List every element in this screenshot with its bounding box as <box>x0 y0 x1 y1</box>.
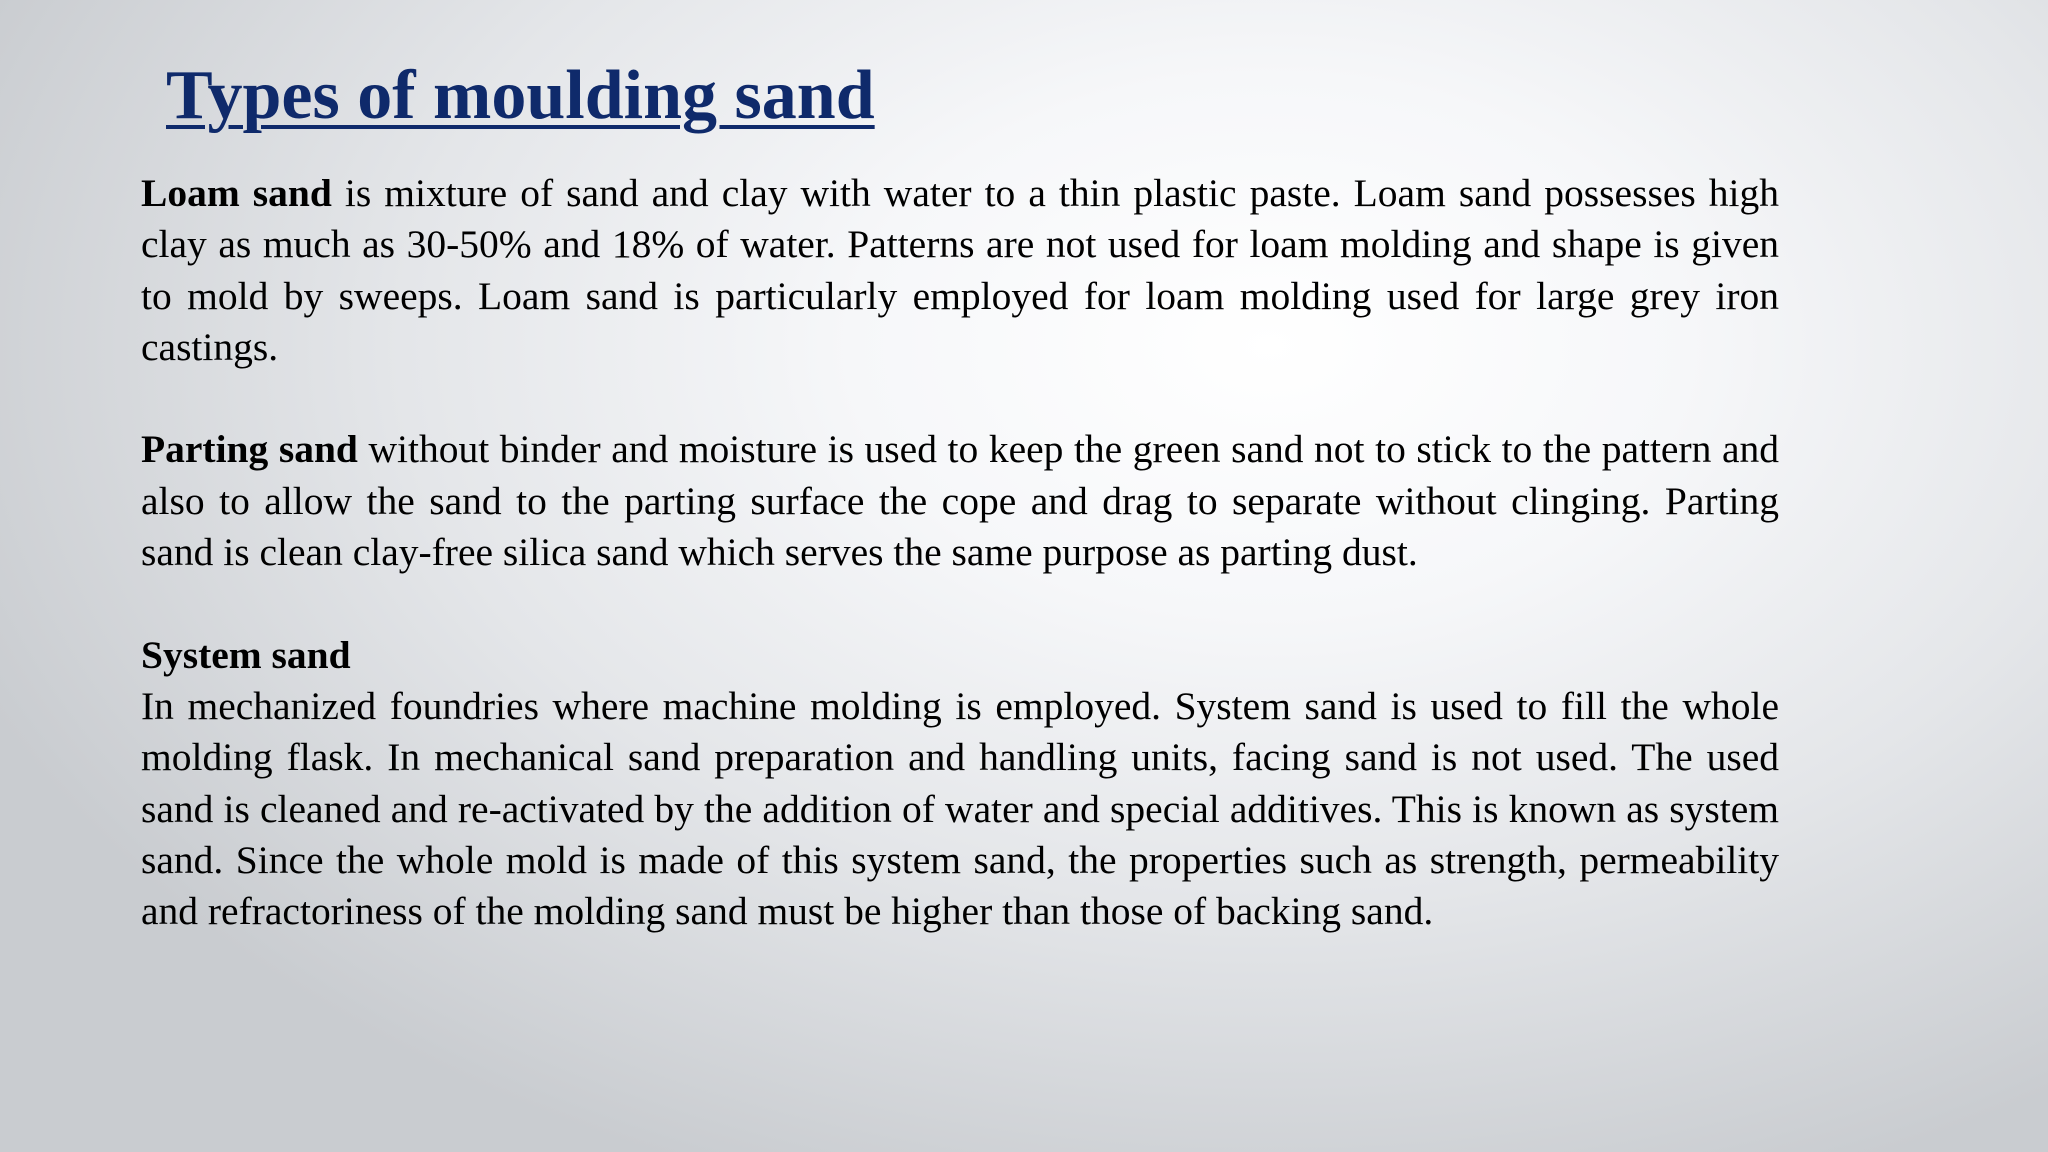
description-loam-sand: is mixture of sand and clay with water to a thin plastic paste. Loam sand possesses high clay as much as 30-50% and 18% of water. Patterns are not used for loam molding and shape is given to mold by sweeps. Loam sand is particularly employed for loam molding used for large grey iron castings. <box>141 171 1779 369</box>
description-parting-sand: without binder and moisture is used to keep the green sand not to stick to the pattern and also to allow the sand to the parting surface the cope and drag to separate without clinging. Parting sand is clean clay-free silica sand which serves the same purpose as parting dust. <box>141 427 1779 575</box>
description-system-sand: In mechanized foundries where machine molding is employed. System sand is used to fill the whole molding flask. In mechanical sand preparation and handling units, facing sand is not used. The used sand is cleaned and re-activated by the addition of water and special additives. This is known as system sand. Since the whole mold is made of this system sand, the properties such as strength, permeability and refractoriness of the molding sand must be higher than those of backing sand. <box>141 683 1779 934</box>
term-system-sand: System sand <box>141 632 351 677</box>
term-loam-sand: Loam sand <box>141 171 332 215</box>
paragraph-parting-sand <box>141 424 1779 578</box>
paragraph-loam-sand <box>141 168 1779 373</box>
slide-body <box>141 168 1779 937</box>
paragraph-system-sand <box>141 630 1779 938</box>
slide-title: Types of moulding sand <box>166 57 875 134</box>
term-parting-sand: Parting sand <box>141 427 358 472</box>
